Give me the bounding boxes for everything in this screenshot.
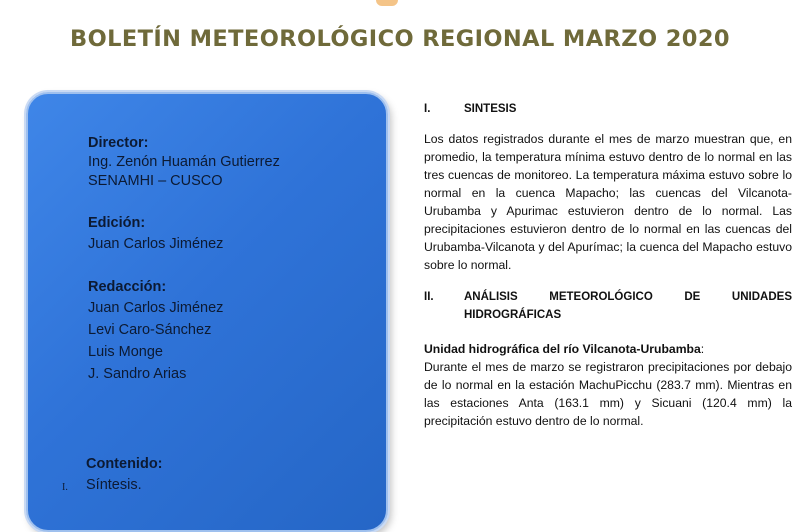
- subsection-colon: :: [700, 342, 705, 356]
- credits-redaccion: [88, 278, 378, 385]
- section-1-paragraph: Los datos registrados durante el mes de marzo muestran que, en promedio, la temperatura mínima estuvo dentro de lo normal en las tres cuencas de monitoreo. La temperatura máxima estuvo sobre lo normal en la cuenca Mapacho; las cuencas del Vilcanota-Urubamba y Apurimac estuvieron dentro de lo normal. Las precipitaciones estuvieron dentro de lo normal en las cuencas del Urubamba-Vilcanota y del Apurímac; la cuenca del Mapacho estuvo sobre lo normal.: [424, 132, 792, 272]
- redaccion-name: Luis Monge: [88, 344, 163, 360]
- contents-heading: Contenido:: [86, 456, 163, 472]
- edicion-name: Juan Carlos Jiménez: [88, 236, 224, 252]
- section-1-number: I.: [424, 103, 431, 115]
- section-2-paragraph: Durante el mes de marzo se registraron precipitaciones por debajo de lo normal en la estación MachuPicchu (283.7 mm). Mientras en las estaciones Anta (163.1 mm) y Sicuani (120.4 mm) la precipitación estuvo dentro de lo normal.: [424, 360, 792, 428]
- director-institution: SENAMHI – CUSCO: [88, 173, 223, 189]
- header-ornament: [376, 0, 398, 6]
- director-heading: Director:: [88, 135, 149, 151]
- redaccion-name: Levi Caro-Sánchez: [88, 322, 212, 338]
- subsection-heading: [424, 340, 792, 358]
- section-2-title-line2: HIDROGRÁFICAS: [464, 309, 562, 321]
- contents-item-number: I.: [62, 482, 68, 493]
- section-2-title: [464, 288, 792, 324]
- credits-content: [88, 134, 378, 408]
- contents-list: [62, 455, 366, 496]
- edicion-heading: Edición:: [88, 215, 146, 231]
- subsection-title: Unidad hidrográfica del río Vilcanota-Urubamba: [424, 342, 701, 356]
- section-1-title: SINTESIS: [464, 103, 517, 115]
- credits-director: [88, 134, 378, 191]
- credits-edicion: [88, 214, 378, 255]
- director-name: Ing. Zenón Huamán Gutierrez: [88, 154, 280, 170]
- section-1-heading: [424, 100, 792, 118]
- body-column: [424, 100, 792, 444]
- section-2-heading: [424, 288, 792, 324]
- bulletin-title: BOLETÍN METEOROLÓGICO REGIONAL MARZO 2020: [70, 26, 730, 52]
- contents-item-label: Síntesis.: [86, 477, 142, 493]
- redaccion-name: Juan Carlos Jiménez: [88, 300, 224, 316]
- redaccion-name: J. Sandro Arias: [88, 366, 187, 382]
- contents-item: [62, 474, 366, 496]
- section-2-number: II.: [424, 291, 434, 303]
- redaccion-heading: Redacción:: [88, 279, 167, 295]
- section-2-title-line1: ANÁLISIS METEOROLÓGICO DE UNIDADES: [464, 291, 792, 303]
